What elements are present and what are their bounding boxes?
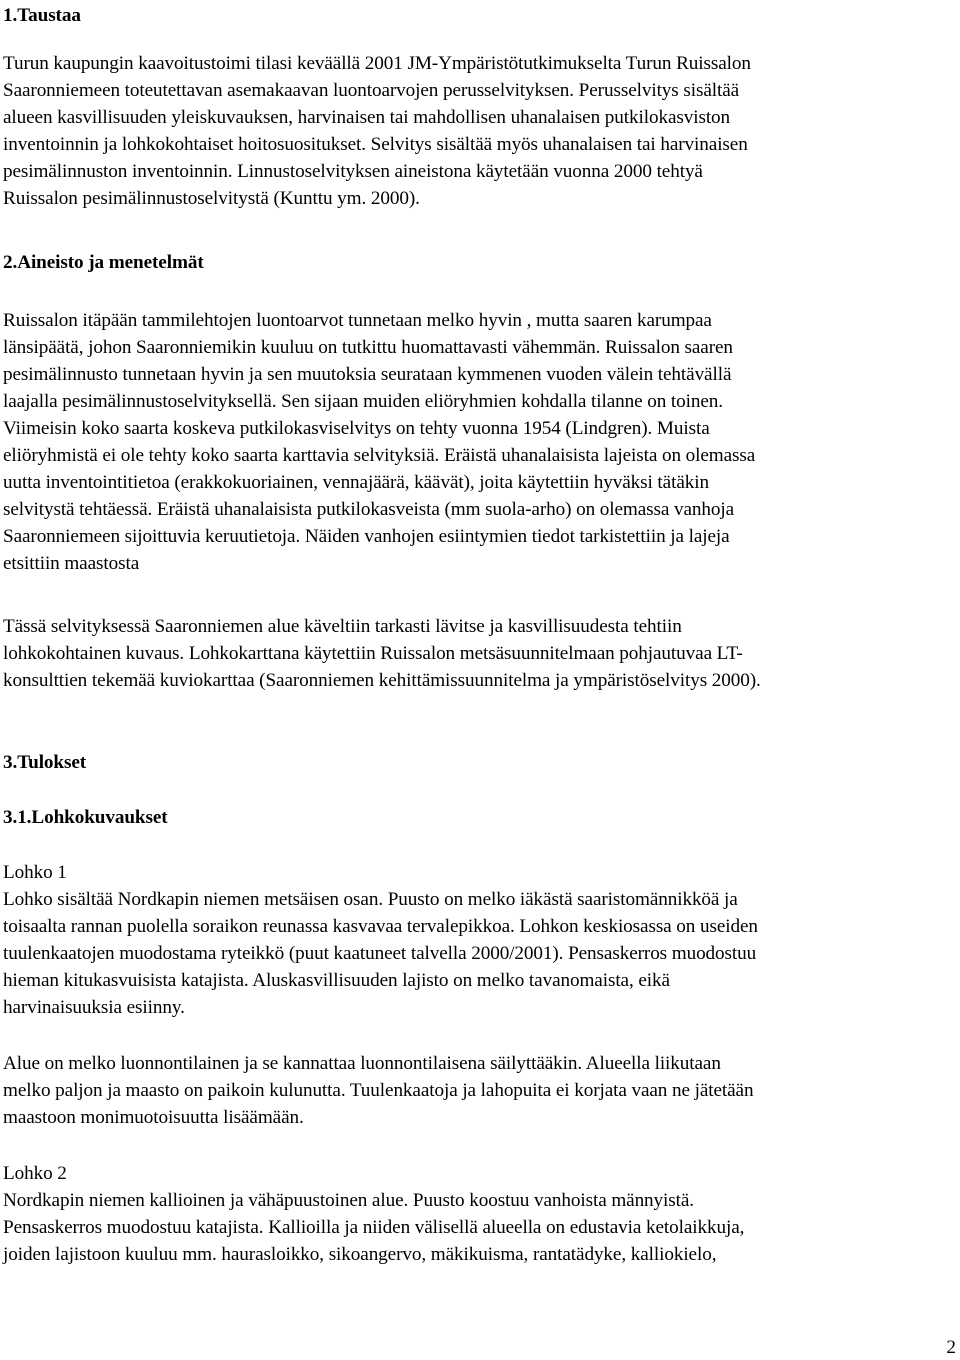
text-line: eliöryhmistä ei ole tehty koko saarta karttavia selvityksiä. Eräistä uhanalaisista lajeista on olemassa xyxy=(3,445,756,466)
heading-tulokset: 3.Tulokset xyxy=(3,752,87,773)
paragraph-lohko-2 xyxy=(3,1187,959,1268)
text-line: melko paljon ja maasto on paikoin kulunutta. Tuulenkaatoja ja lahopuita ei korjata vaan ne jätetään xyxy=(3,1080,754,1101)
text-line: etsittiin maastosta xyxy=(3,553,140,574)
text-line: toisaalta rannan puolella soraikon reunassa kasvavaa tervalepikkoa. Lohkon keskiosassa on useiden xyxy=(3,916,758,937)
text-line: uutta inventointitietoa (erakkokuoriainen, vennajäärä, käävät), joita käytettiin hyväksi tätäkin xyxy=(3,472,709,493)
text-line: Viimeisin koko saarta koskeva putkilokasviselvitys on tehty vuonna 1954 (Lindgren). Muista xyxy=(3,418,710,439)
text-line: inventoinnin ja lohkokohtaiset hoitosuositukset. Selvitys sisältää myös uhanalaisen tai harvinaisen xyxy=(3,134,748,155)
text-line: joiden lajistoon kuuluu mm. haurasloikko, sikoangervo, mäkikuisma, rantatädyke, kalliokielo, xyxy=(3,1244,717,1265)
text-line: harvinaisuuksia esiinny. xyxy=(3,997,185,1018)
text-line: selvitystä tehtäessä. Eräistä uhanalaisista putkilokasveista (mm suola-arho) on olemassa vanhoja xyxy=(3,499,735,520)
paragraph-taustaa xyxy=(3,50,959,212)
text-line: alueen kasvillisuuden yleiskuvauksen, harvinaisen tai mahdollisen uhanalaisen putkilokasviston xyxy=(3,107,731,128)
text-line: maastoon monimuotoisuutta lisäämään. xyxy=(3,1107,304,1128)
text-line: Ruissalon pesimälinnustoselvitystä (Kunttu ym. 2000). xyxy=(3,188,420,209)
text-line: Ruissalon itäpään tammilehtojen luontoarvot tunnetaan melko hyvin , mutta saaren karumpaa xyxy=(3,310,712,331)
text-line: Alue on melko luonnontilainen ja se kannattaa luonnontilaisena säilyttääkin. Alueella liikutaan xyxy=(3,1053,721,1074)
text-line: tuulenkaatojen muodostama ryteikkö (puut kaatuneet talvella 2000/2001). Pensaskerros muodostuu xyxy=(3,943,757,964)
text-line: hieman kitukasvuisista katajista. Aluskasvillisuuden lajisto on melko tavanomaista, eikä xyxy=(3,970,670,991)
text-line: lohkokohtainen kuvaus. Lohkokarttana käytettiin Ruissalon metsäsuunnitelmaan pohjautuvaa LT- xyxy=(3,643,743,664)
text-line: Nordkapin niemen kallioinen ja vähäpuustoinen alue. Puusto koostuu vanhoista männyistä. xyxy=(3,1190,694,1211)
text-line: Saaronniemeen toteutettavan asemakaavan luontoarvojen perusselvityksen. Perusselvitys sisältää xyxy=(3,80,740,101)
lohko-2-title: Lohko 2 xyxy=(3,1163,67,1184)
heading-taustaa: 1.Taustaa xyxy=(3,5,81,26)
paragraph-aineisto-1 xyxy=(3,307,959,577)
paragraph-lohko-1-b xyxy=(3,1050,959,1131)
paragraph-lohko-1-a xyxy=(3,886,959,1021)
text-line: Turun kaupungin kaavoitustoimi tilasi keväällä 2001 JM-Ympäristötutkimukselta Turun Ruissalon xyxy=(3,53,751,74)
text-line: länsipäätä, johon Saaronniemikin kuuluu on tutkittu huomattavasti vähemmän. Ruissalon saaren xyxy=(3,337,733,358)
text-line: pesimälinnusto tunnetaan hyvin ja sen muutoksia seurataan kymmenen vuoden välein tehtävällä xyxy=(3,364,732,385)
heading-lohkokuvaukset: 3.1.Lohkokuvaukset xyxy=(3,807,168,828)
text-line: Saaronniemeen sijoittuvia keruutietoja. Näiden vanhojen esiintymien tiedot tarkistettiin ja lajeja xyxy=(3,526,730,547)
text-line: laajalla pesimälinnustoselvityksellä. Sen sijaan muiden eliöryhmien kohdalla tilanne on toinen. xyxy=(3,391,723,412)
text-line: pesimälinnuston inventoinnin. Linnustoselvityksen aineistona käytetään vuonna 2000 tehtyä xyxy=(3,161,703,182)
heading-aineisto: 2.Aineisto ja menetelmät xyxy=(3,252,204,273)
page-number: 2 xyxy=(946,1337,956,1358)
lohko-1-title: Lohko 1 xyxy=(3,862,67,883)
text-line: Pensaskerros muodostuu katajista. Kallioilla ja niiden välisellä alueella on edustavia ketolaikkuja, xyxy=(3,1217,745,1238)
text-line: Tässä selvityksessä Saaronniemen alue käveltiin tarkasti lävitse ja kasvillisuudesta tehtiin xyxy=(3,616,682,637)
paragraph-aineisto-2 xyxy=(3,613,959,694)
text-line: konsulttien tekemää kuviokarttaa (Saaronniemen kehittämissuunnitelma ja ympäristöselvitys 2000). xyxy=(3,670,761,691)
text-line: Lohko sisältää Nordkapin niemen metsäisen osan. Puusto on melko iäkästä saaristomännikköä ja xyxy=(3,889,738,910)
